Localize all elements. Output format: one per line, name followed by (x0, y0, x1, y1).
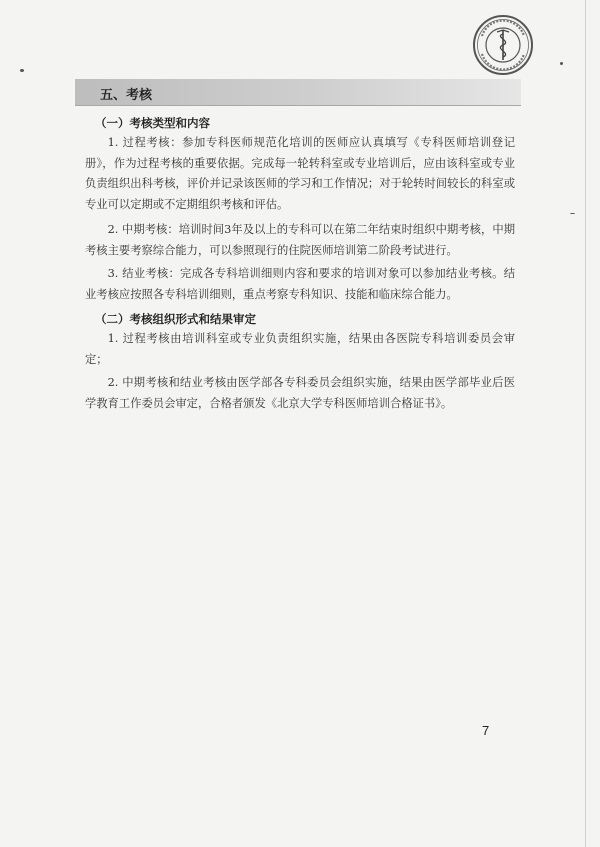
scan-speck (20, 69, 24, 72)
paragraph: 2. 中期考核：培训时间3年及以上的专科可以在第二年结束时组织中期考核，中期考核主要考察综合能力，可以参照现行的住院医师培训第二阶段考试进行。 (85, 223, 515, 257)
university-seal-logo (472, 14, 534, 76)
scan-speck (570, 213, 575, 214)
section-title: 五、考核 (100, 88, 153, 103)
paragraph: 3. 结业考核：完成各专科培训细则内容和要求的培训对象可以参加结业考核。结业考核应按照各专科培训细则，重点考察专科知识、技能和临床综合能力。 (85, 267, 515, 301)
paragraph: 1. 过程考核：参加专科医师规范化培训的医师应认真填写《专科医师培训登记册》，作为过程考核的重要依据。完成每一轮转科室或专业培训后，应由该科室或专业负责组织出科考核，评价并记录该医师的学习和工作情况；对于轮转时间较长的科室或专业可以定期或不定期组织考核和评估。 (85, 136, 515, 211)
page-number: 7 (482, 723, 490, 738)
paragraph: 2. 中期考核和结业考核由医学部各专科委员会组织实施，结果由医学部毕业后医学教育工作委员会审定，合格者颁发《北京大学专科医师培训合格证书》。 (85, 376, 515, 410)
section-header (75, 79, 521, 106)
subsection-title: （二）考核组织形式和结果审定 (95, 312, 256, 326)
scan-speck (560, 62, 563, 65)
paragraph: 1. 过程考核由培训科室或专业负责组织实施，结果由各医院专科培训委员会审定； (85, 332, 515, 366)
scan-edge-line (585, 0, 586, 847)
subsection-title: （一）考核类型和内容 (95, 116, 210, 130)
